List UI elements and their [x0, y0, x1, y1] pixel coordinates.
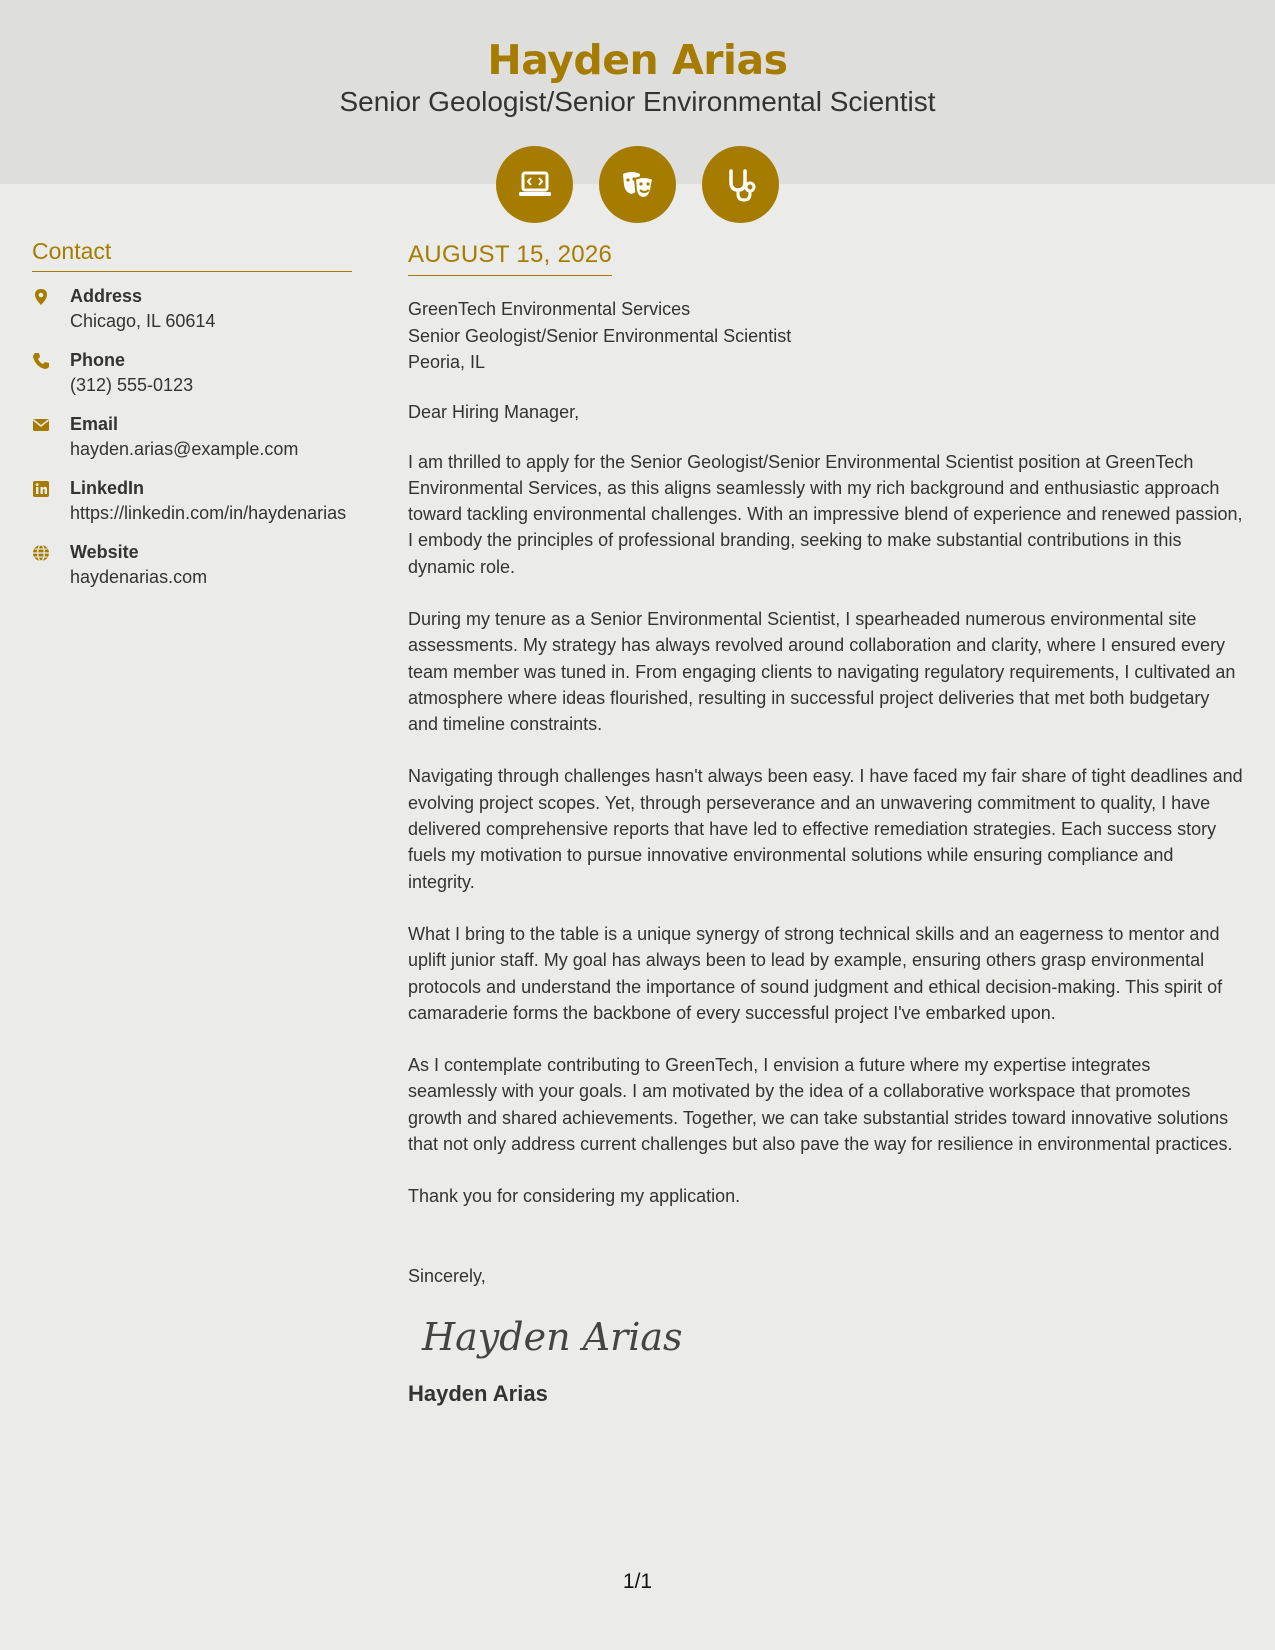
- handwritten-signature: Hayden Arias: [422, 1314, 683, 1359]
- recipient-company: GreenTech Environmental Services: [408, 299, 691, 319]
- linkedin-icon: [32, 476, 70, 526]
- interest-icons: [496, 146, 779, 223]
- letter-paragraph: As I contemplate contributing to GreenTech, I envision a future where my expertise integrates seamlessly with your goals. I am motivated by the idea of a collaborative workspace that promotes growth and shared achievements. Together, we can take substantial strides toward innovative solutions that not only address current challenges but also pave the way for resilience in environmental practices.: [408, 1055, 1233, 1155]
- globe-icon: [32, 540, 70, 590]
- letter-paragraph: I am thrilled to apply for the Senior Geologist/Senior Environmental Scientist position at GreenTech Environmental Services, as this aligns seamlessly with my rich background and enthusiastic approach toward tackling environmental challenges. With an impressive blend of experience and renewed passion, I embody the principles of professional branding, seeking to make substantial contributions in this dynamic role.: [408, 451, 1243, 577]
- contact-website: [32, 540, 352, 590]
- contact-label: Phone: [70, 350, 126, 370]
- letter-date: AUGUST 15, 2026: [408, 241, 612, 276]
- recipient-location: Peoria, IL: [408, 352, 486, 372]
- recipient-position: Senior Geologist/Senior Environmental Scientist: [408, 325, 792, 346]
- letter-paragraph: Navigating through challenges hasn't always been easy. I have faced my fair share of tight deadlines and evolving project scopes. Yet, through perseverance and an unwavering commitment to quality, I have delivered comprehensive reports that have led to effective remediation strategies. Each success story fuels my motivation to pursue innovative environmental solutions while ensuring compliance and integrity.: [408, 766, 1243, 892]
- candidate-headline: Senior Geologist/Senior Environmental Scientist: [339, 86, 936, 117]
- contact-value: Chicago, IL 60614: [70, 311, 216, 331]
- phone-icon: [32, 348, 70, 398]
- letter-paragraph: What I bring to the table is a unique synergy of strong technical skills and an eagerness to mentor and uplift junior staff. My goal has always been to lead by example, ensuring others grasp environmental protocols and understand the importance of sound judgment and ethical decision-making. This spirit of camaraderie forms the backbone of every successful project I've embarked upon.: [408, 923, 1223, 1023]
- contact-sidebar: [32, 238, 352, 604]
- candidate-name: Hayden Arias: [487, 36, 788, 84]
- contact-value: (312) 555-0123: [70, 375, 194, 395]
- contact-label: LinkedIn: [70, 478, 145, 498]
- contact-value[interactable]: hayden.arias@example.com: [70, 439, 299, 459]
- contact-label: Email: [70, 414, 119, 434]
- salutation: Dear Hiring Manager,: [408, 401, 580, 422]
- contact-label: Address: [70, 286, 143, 306]
- page-number: 1/1: [622, 1570, 653, 1593]
- contact-value[interactable]: haydenarias.com: [70, 567, 208, 587]
- letter-paragraph: During my tenure as a Senior Environmental Scientist, I spearheaded numerous environmental site assessments. My strategy has always revolved around collaboration and clarity, where I ensured every team member was tuned in. From engaging clients to navigating regulatory requirements, I cultivated an atmosphere where ideas flourished, resulting in successful project deliveries that met both budgetary and timeline constraints.: [408, 608, 1236, 735]
- contact-label: Website: [70, 542, 139, 562]
- letter-body: [408, 241, 1244, 1407]
- recipient-block: [408, 296, 1244, 376]
- closing: Sincerely,: [408, 1265, 486, 1286]
- envelope-icon: [32, 412, 70, 462]
- contact-value[interactable]: https://linkedin.com/in/haydenarias: [70, 503, 347, 523]
- contact-list: [32, 284, 352, 590]
- map-pin-icon: [32, 284, 70, 334]
- signer-name: Hayden Arias: [408, 1380, 548, 1406]
- laptop-code-icon: [496, 146, 573, 223]
- contact-phone: [32, 348, 352, 398]
- contact-heading: Contact: [32, 238, 352, 272]
- contact-linkedin: [32, 476, 352, 526]
- contact-email: [32, 412, 352, 462]
- stethoscope-icon: [702, 146, 779, 223]
- contact-address: [32, 284, 352, 334]
- theater-masks-icon: [599, 146, 676, 223]
- letter-paragraph: Thank you for considering my application.: [408, 1186, 741, 1207]
